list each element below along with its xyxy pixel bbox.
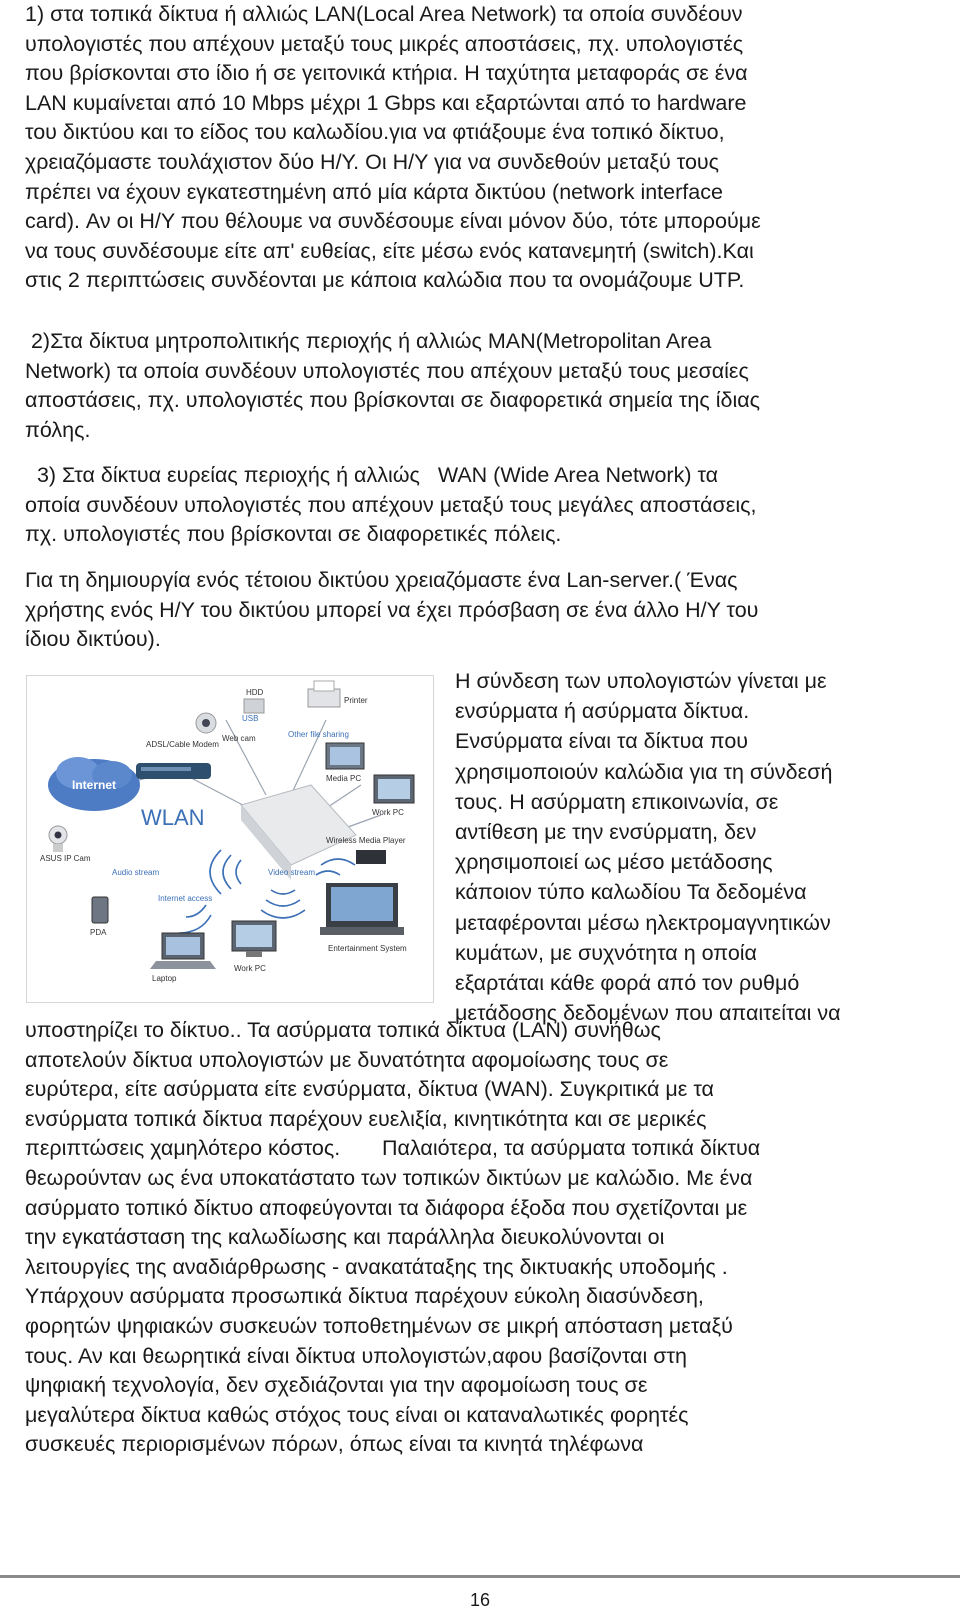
text-line: ευρύτερα, είτε ασύρματα είτε ενσύρματα, δίκτυα (WAN). Συγκριτικά με τα — [25, 1077, 714, 1102]
text-line: 3) Στα δίκτυα ευρείας περιοχής ή αλλιώς WAN (Wide Area Network) τα — [25, 463, 719, 487]
text-line: χρειαζόμαστε τουλάχιστον δύο Η/Υ. Οι Η/Υ για να συνδεθούν μεταξύ τους — [25, 149, 720, 174]
work-pc-bottom-label: Work PC — [234, 964, 266, 973]
work-pc-right-label: Work PC — [372, 808, 404, 817]
text-line: πρέπει να έχουν εγκατεστημένη από μία κάρτα δικτύου (network interface — [25, 179, 723, 204]
text-line: λειτουργίες της αναδιάρθρωσης - ανακατάταξης της δικτυακής υποδομής . — [25, 1254, 728, 1279]
text-line: μεταφέρονται μέσω ηλεκτρομαγνητικών — [455, 910, 831, 935]
text-line: ασύρματο τοπικό δίκτυο αποφεύγονται τα διάφορα έξοδα που σχετίζονται με — [25, 1195, 748, 1220]
web-cam-label: Web cam — [222, 734, 256, 743]
text-line: αντίθεση με την ενσύρματη, δεν — [455, 820, 757, 845]
text-line: υποστηρίζει το δίκτυο.. Τα ασύρματα τοπικά δίκτυα (LAN) συνήθως — [25, 1018, 661, 1042]
text-line: χρήστης ενός Η/Υ του δικτύου μπορεί να έχει πρόσβαση σε ένα άλλο Η/Υ του — [25, 597, 759, 622]
text-line: του δικτύου και το είδος του καλωδίου.για να φτιάξουμε ένα τοπικό δίκτυο, — [25, 120, 725, 145]
adsl-modem-label: ADSL/Cable Modem — [146, 740, 219, 749]
wireless-media-player-label: Wireless Media Player — [326, 836, 406, 845]
text-line: τους. Αν και θεωρητικά είναι δίκτυα υπολογιστών,αφου βασίζονται στη — [25, 1343, 687, 1368]
other-file-sharing-label: Other file sharing — [288, 730, 349, 739]
wlan-label: WLAN — [141, 805, 205, 830]
side-paragraph-wired-wireless — [455, 666, 935, 1028]
paragraph-lan-server — [25, 566, 935, 655]
text-line: τους. Η ασύρματη επικοινωνία, σε — [455, 789, 779, 814]
text-line: ενσύρματα ή ασύρματα δίκτυα. — [455, 699, 750, 724]
usb-label: USB — [242, 714, 259, 723]
text-line: φορητών ψηφιακών συσκευών τοποθετημένων σε μικρή απόσταση μεταξύ — [25, 1313, 733, 1338]
text-line: που βρίσκονται στο ίδιο ή σε γειτονικά κτήρια. Η ταχύτητα μεταφοράς σε ένα — [25, 61, 748, 86]
text-line: μετάδοσης δεδομένων που απαιτείται να — [455, 1001, 841, 1026]
text-line: πόλης. — [25, 417, 91, 442]
wlan-network-figure — [26, 675, 434, 1003]
footer-divider — [0, 1575, 960, 1578]
text-line: να τους συνδέσουμε είτε απ' ευθείας, είτε μέσω ενός κατανεμητή (switch).Και — [25, 238, 754, 263]
text-line: χρησιμοποιούν καλώδια για τη σύνδεσή — [455, 759, 833, 784]
figure-border — [26, 675, 434, 1003]
paragraph-wireless-lan — [25, 1016, 940, 1460]
paragraph-man — [25, 327, 935, 445]
text-line: εξαρτάται κάθε φορά από τον ρυθμό — [455, 971, 800, 996]
text-line: υπολογιστές που απέχουν μεταξύ τους μικρές αποστάσεις, πχ. υπολογιστές — [25, 31, 744, 56]
audio-stream-label: Audio stream — [112, 868, 160, 877]
text-line: Για τη δημιουργία ενός τέτοιου δικτύου χρειαζόμαστε ένα Lan-server.( Ένας — [25, 568, 738, 592]
text-line: αποστάσεις, πχ. υπολογιστές που βρίσκονται σε διαφορετικά σημεία της ίδιας — [25, 388, 761, 413]
text-line: την εγκατάσταση της καλωδίωσης και παράλληλα διευκολύνονται οι — [25, 1225, 665, 1250]
video-stream-label: Video stream — [268, 868, 315, 877]
text-line: μεγαλύτερα δίκτυα καθώς στόχος τους είναι οι καταναλωτικές φορητές — [25, 1402, 689, 1427]
asus-ip-cam-label: ASUS IP Cam — [40, 854, 91, 863]
text-line: στις 2 περιπτώσεις συνδέονται με κάποια καλώδια που τα ονομάζουμε UTP. — [25, 268, 745, 293]
text-line: 2)Στα δίκτυα μητροπολιτικής περιοχής ή αλλιώς MAN(Metropolitan Area — [25, 329, 712, 353]
printer-label: Printer — [344, 696, 368, 705]
text-line: κυμάτων, με συχνότητα η οποία — [455, 940, 757, 965]
text-line: 1) στα τοπικά δίκτυα ή αλλιώς LAN(Local Area Network) τα οποία συνδέουν — [25, 2, 743, 26]
text-line: Υπάρχουν ασύρματα προσωπικά δίκτυα παρέχουν εύκολη διασύνδεση, — [25, 1284, 704, 1309]
text-line: Η σύνδεση των υπολογιστών γίνεται με — [455, 669, 827, 693]
text-line: Ενσύρματα είναι τα δίκτυα που — [455, 729, 749, 754]
text-line: περιπτώσεις χαμηλότερο κόστος. Παλαιότερα, τα ασύρματα τοπικά δίκτυα — [25, 1136, 761, 1161]
text-line: LAN κυμαίνεται από 10 Mbps μέχρι 1 Gbps και εξαρτώνται από το hardware — [25, 90, 747, 115]
media-pc-label: Media PC — [326, 774, 362, 783]
paragraph-lan — [25, 0, 935, 296]
hdd-label: HDD — [246, 688, 264, 697]
text-line: θεωρούνταν ως ένα υποκατάστατο των τοπικών δικτύων με καλώδιο. Με ένα — [25, 1165, 753, 1190]
paragraph-wan — [25, 461, 935, 550]
text-line: αποτελούν δίκτυα υπολογιστών με δυνατότητα αφομοίωσης τους σε — [25, 1047, 669, 1072]
entertainment-system-label: Entertainment System — [328, 944, 407, 953]
page-number: 16 — [469, 1590, 491, 1610]
text-line: οποία συνδέουν υπολογιστές που απέχουν μεταξύ τους μεγάλες αποστάσεις, — [25, 492, 757, 517]
text-line: card). Αν οι Η/Υ που θέλουμε να συνδέσουμε είναι μόνον δύο, τότε μπορούμε — [25, 209, 761, 234]
pda-label: PDA — [90, 928, 107, 937]
text-line: συσκευές περιορισμένων πόρων, όπως είναι τα κινητά τηλέφωνα — [25, 1432, 644, 1457]
text-line: Network) τα οποία συνδέουν υπολογιστές που απέχουν μεταξύ τους μεσαίες — [25, 358, 749, 383]
text-line: ψηφιακή τεχνολογία, δεν σχεδιάζονται για την αφομοίωση τους σε — [25, 1373, 648, 1398]
text-line: ίδιου δικτύου). — [25, 627, 161, 652]
laptop-label: Laptop — [152, 974, 177, 983]
text-line: χρησιμοποιεί ως μέσο μετάδοσης — [455, 850, 773, 875]
internet-access-label: Internet access — [158, 894, 213, 903]
internet-label: Internet — [72, 778, 117, 792]
text-line: κάποιον τύπο καλωδίου Τα δεδομένα — [455, 880, 807, 905]
text-line: ενσύρματα τοπικά δίκτυα παρέχουν ευελιξία, κινητικότητα και σε μερικές — [25, 1106, 707, 1131]
text-line: πχ. υπολογιστές που βρίσκονται σε διαφορετικές πόλεις. — [25, 522, 562, 547]
